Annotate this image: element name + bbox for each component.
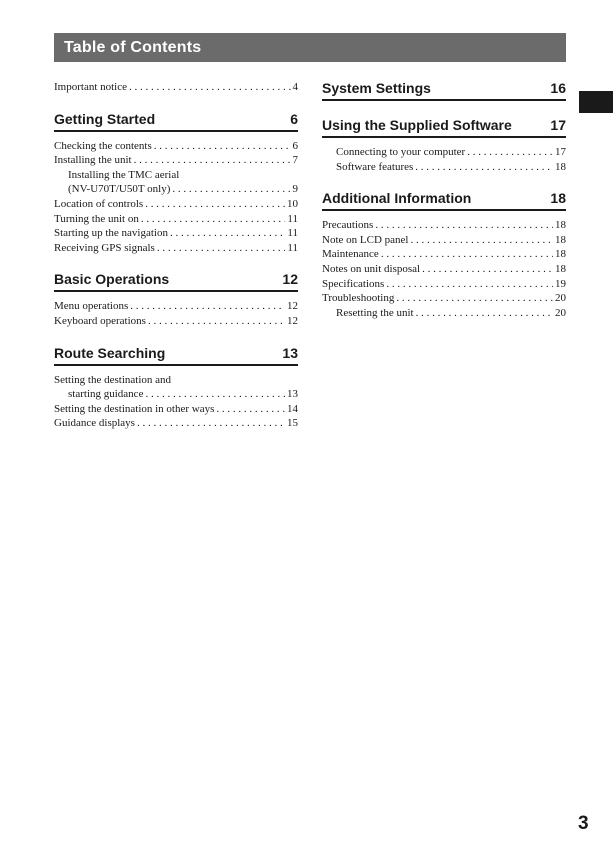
toc-entry-location-controls[interactable]: Location of controls . . . 10: [54, 197, 298, 212]
toc-entry-important-notice[interactable]: Important notice . . . 4: [54, 80, 298, 95]
toc-right-column: [322, 80, 566, 320]
toc-entry-resetting-unit[interactable]: Resetting the unit . . . 20: [322, 306, 566, 321]
toc-title: Table of Contents: [64, 38, 202, 56]
toc-left-column: [54, 80, 298, 431]
toc-section-additional-information: [322, 190, 566, 320]
toc-entry-connecting-computer[interactable]: Connecting to your computer . . . 17: [322, 145, 566, 160]
toc-entry-lcd-panel[interactable]: Note on LCD panel . . . 18: [322, 233, 566, 248]
toc-section-basic-operations: [54, 271, 298, 328]
toc-entry-maintenance[interactable]: Maintenance . . . 18: [322, 247, 566, 262]
toc-entry-unit-disposal[interactable]: Notes on unit disposal . . . 18: [322, 262, 566, 277]
section-heading-getting-started[interactable]: Getting Started 6: [54, 111, 298, 132]
toc-entry-starting-navigation[interactable]: Starting up the navigation . . . 11: [54, 226, 298, 241]
section-heading-supplied-software[interactable]: Using the Supplied Software 17: [322, 117, 566, 138]
toc-entry-gps-signals[interactable]: Receiving GPS signals . . . 11: [54, 241, 298, 256]
toc-entry-setting-destination-line1[interactable]: Setting the destination and: [54, 373, 172, 386]
section-heading-basic-operations[interactable]: Basic Operations 12: [54, 271, 298, 292]
toc-entry-checking-contents[interactable]: Checking the contents . . . 6: [54, 139, 298, 154]
toc-entry-guidance-displays[interactable]: Guidance displays . . . 15: [54, 416, 298, 431]
toc-section-supplied-software: [322, 117, 566, 174]
toc-entry-precautions[interactable]: Precautions . . . 18: [322, 218, 566, 233]
toc-section-route-searching: [54, 345, 298, 431]
toc-section-system-settings: [322, 80, 566, 101]
section-heading-system-settings[interactable]: System Settings 16: [322, 80, 566, 101]
section-heading-additional-information[interactable]: Additional Information 18: [322, 190, 566, 211]
page-number: 3: [578, 813, 589, 834]
toc-entry-other-ways[interactable]: Setting the destination in other ways . . . 14: [54, 402, 298, 417]
toc-banner: [54, 33, 566, 62]
toc-entry-tmc-aerial-line2[interactable]: (NV-U70T/U50T only) . . . 9: [54, 182, 298, 197]
toc-entry-setting-destination-line2[interactable]: starting guidance . . . 13: [54, 387, 298, 402]
toc-entry-menu-operations[interactable]: Menu operations . . . 12: [54, 299, 298, 314]
toc-entry-troubleshooting[interactable]: Troubleshooting . . . 20: [322, 291, 566, 306]
toc-entry-keyboard-operations[interactable]: Keyboard operations . . . 12: [54, 314, 298, 329]
toc-entry-installing-unit[interactable]: Installing the unit . . . 7: [54, 153, 298, 168]
toc-section-getting-started: [54, 111, 298, 256]
toc-entry-software-features[interactable]: Software features . . . 18: [322, 160, 566, 175]
toc-entry-turning-on[interactable]: Turning the unit on . . . 11: [54, 212, 298, 227]
toc-entry-specifications[interactable]: Specifications . . . 19: [322, 277, 566, 292]
toc-entry-tmc-aerial-line1[interactable]: Installing the TMC aerial: [68, 168, 180, 181]
section-heading-route-searching[interactable]: Route Searching 13: [54, 345, 298, 366]
toc-intro: [54, 80, 298, 95]
section-tab-marker: [579, 91, 613, 113]
